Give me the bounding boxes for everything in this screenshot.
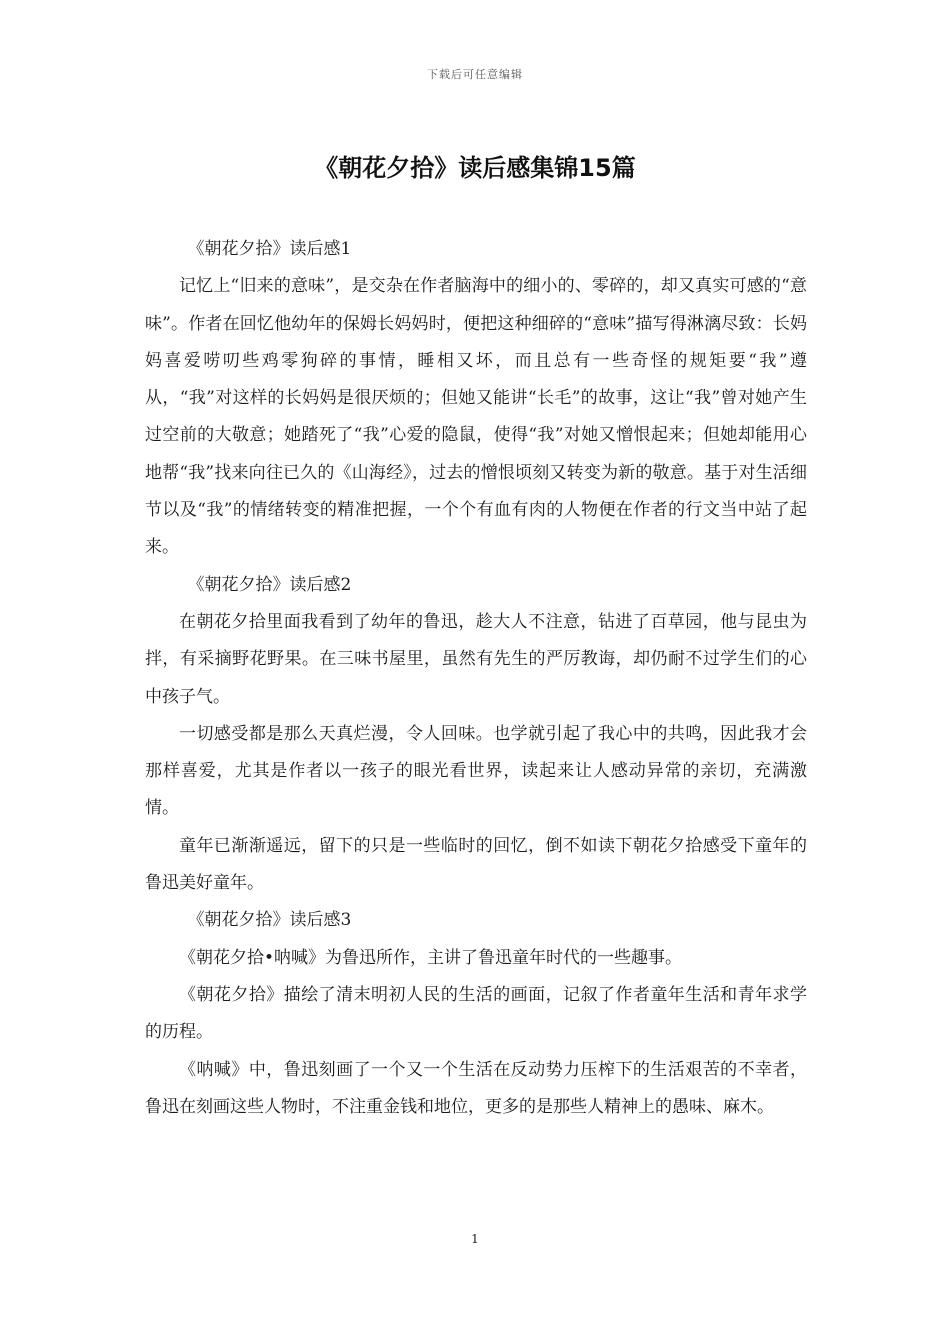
body-paragraph: 《呐喊》中，鲁迅刻画了一个又一个生活在反动势力压榨下的生活艰苦的不幸者，鲁迅在刻画这些人物时，不注重金钱和地位，更多的是那些人精神上的愚味、麻木。 (145, 1059, 807, 1117)
body-paragraph: 童年已渐渐遥远，留下的只是一些临时的回忆，倒不如读下朝花夕拾感受下童年的鲁迅美好童年。 (145, 835, 807, 894)
section-heading: 《朝花夕拾》读后感2 (187, 574, 352, 595)
body-paragraph: 一切感受都是那么天真烂漫，令人回味。也学就引起了我心中的共鸣，因此我才会那样喜爱，尤其是作者以一孩子的眼光看世界，读起来让人感动异常的亲切，充满激情。 (145, 723, 807, 819)
page-number: 1 (471, 1232, 479, 1246)
header-note: 下载后可任意编辑 (427, 68, 523, 81)
section-heading: 《朝花夕拾》读后感3 (187, 910, 352, 931)
section-heading: 《朝花夕拾》读后感1 (187, 239, 352, 259)
document-body (145, 231, 807, 1126)
body-paragraph: 《朝花夕拾•呐喊》为鲁迅所作，主讲了鲁迅童年时代的一些趣事。 (179, 947, 683, 968)
body-paragraph: 在朝花夕拾里面我看到了幼年的鲁迅，趁大人不注意，钻进了百草园，他与昆虫为拌，有采摘野花野果。在三味书屋里，虽然有先生的严厉教诲，却仍耐不过学生们的心中孩子气。 (145, 611, 807, 707)
document-title: 《朝花夕拾》读后感集锦15篇 (314, 154, 636, 182)
body-paragraph: 《朝花夕拾》描绘了清末明初人民的生活的画面，记叙了作者童年生活和青年求学的历程。 (145, 984, 807, 1043)
body-paragraph: 记忆上“旧来的意味”，是交杂在作者脑海中的细小的、零碎的，却又真实可感的“意味”。作者在回忆他幼年的保姆长妈妈时，便把这种细碎的“意味”描写得淋漓尽致：长妈妈喜爱唠叨些鸡零狗碎的事情，睡相又坏，而且总有一些奇怪的规矩要“我”遵从，“我”对这样的长妈妈是很厌烦的；但她又能讲“长毛”的故事，这让“我”曾对她产生过空前的大敬意；她踏死了“我”心爱的隐鼠，使得“我”对她又憎恨起来；但她却能用心地帮“我”找来向往已久的《山海经》，过去的憎恨顷刻又转变为新的敬意。基于对生活细节以及“我”的情绪转变的精准把握，一个个有血有肉的人物便在作者的行文当中站了起来。 (145, 276, 807, 558)
